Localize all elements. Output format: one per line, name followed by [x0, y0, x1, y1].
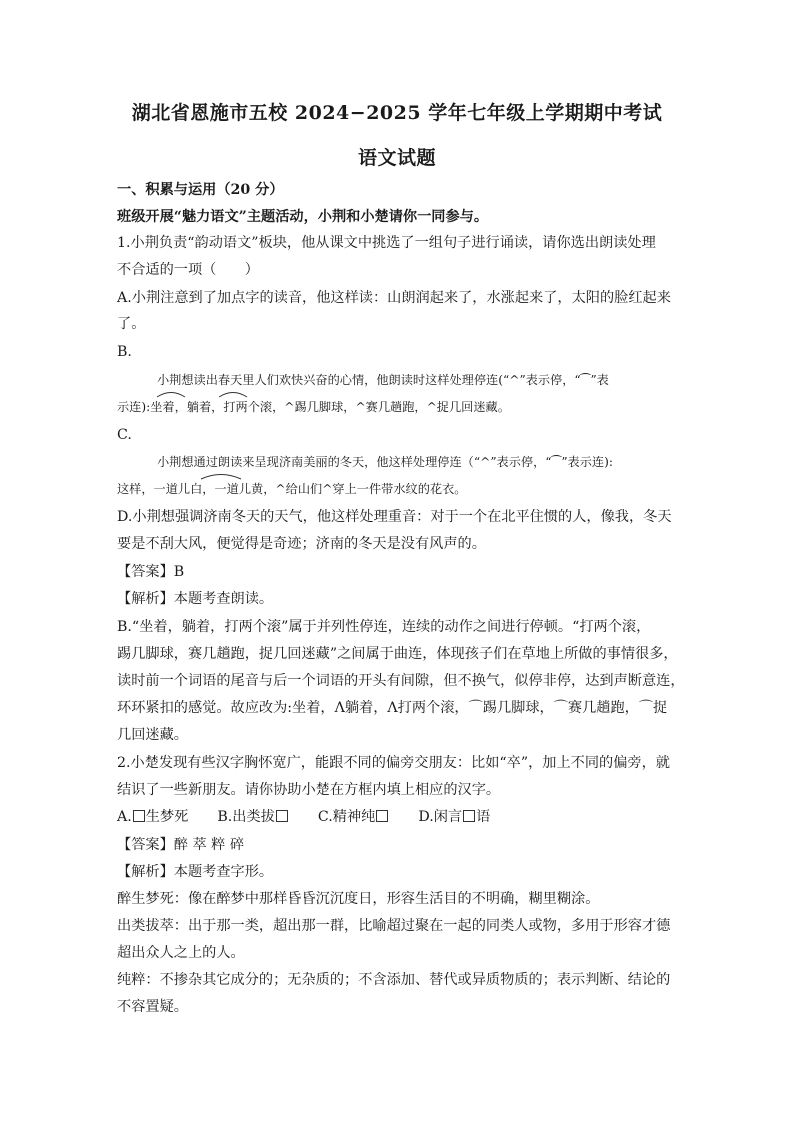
q2-stem-line2: 结识了一些新朋友。请你协助小楚在方框内填上相应的汉字。 — [117, 782, 501, 798]
exam-subtitle: 语文试题 — [357, 147, 436, 169]
section-heading: 一、积累与运用（20 分） — [117, 182, 284, 198]
q1-option-d-line2: 要是不刮大风，便觉得是奇迹；济南的冬天是没有风声的。 — [117, 536, 486, 552]
q1-option-d-line1: D.小荆想强调济南冬天的天气，他这样处理重音：对于一个在北平住惯的人，像我，冬天 — [117, 509, 672, 525]
exam-title: 湖北省恩施市五校 2024−2025 学年七年级上学期期中考试 — [131, 102, 663, 124]
q1-option-c-line2: 这样，一道儿白，一道儿黄，^给山们^穿上一件带水纹的花衣。 — [117, 482, 467, 496]
q2-zui-explanation: 醉生梦死：像在醉梦中那样昏昏沉沉度日，形容生活目的不明确，糊里糊涂。 — [117, 891, 600, 907]
q1-option-b-label: B. — [117, 344, 132, 360]
q1-option-a-line1: A.小荆注意到了加点字的读音，他这样读：山朗润起来了，水涨起来了，太阳的脸红起来 — [117, 290, 671, 306]
q2-option-d-prefix: D.闲言 — [418, 809, 463, 825]
blank-box — [133, 810, 145, 822]
q1-analysis-line2: B.“坐着，躺着，打两个滚”属于并列性停连，连续的动作之间进行停顿。“打两个滚， — [117, 619, 651, 635]
blank-box — [376, 810, 388, 822]
q1-analysis-line3: 踢几脚球，赛几趟跑，捉几回迷藏”之间属于曲连，体现孩子们在草地上所做的事情很多， — [117, 646, 678, 662]
q2-option-a-text: 生梦死 — [145, 809, 189, 825]
q1-analysis-line4: 读时前一个词语的尾音与后一个词语的开头有间隙，但不换气，似停非停，达到声断意连， — [117, 673, 685, 689]
q2-option-c-text: C.精神纯 — [317, 809, 376, 825]
q1-stem-line2: 不合适的一项（ ） — [117, 262, 259, 278]
q2-option-d-suffix: 语 — [476, 809, 491, 825]
q1-answer: 【答案】B — [117, 564, 185, 580]
q1-stem-line1: 1.小荆负责“韵动语文”板块，他从课文中挑选了一组句子进行诵读，请你选出朗读处理 — [117, 235, 656, 251]
q2-chun-explanation-line2: 不容置疑。 — [117, 999, 188, 1015]
q2-answer: 【答案】醉 萃 粹 碎 — [117, 837, 245, 853]
q1-option-c-label: C. — [117, 427, 132, 443]
q1-option-a-line2: 了。 — [117, 316, 146, 332]
blank-box — [276, 810, 288, 822]
q1-analysis-line6: 几回迷藏。 — [117, 727, 188, 743]
q1-option-c-line1: 小荆想通过朗读来呈现济南美丽的冬天，他这样处理停连（“^”表示停，“⁀”表示连): — [157, 455, 613, 469]
section-intro: 班级开展“魅力语文”主题活动，小荆和小楚请你一同参与。 — [117, 209, 489, 225]
q1-option-b-line2: 示连):坐着，躺着，打两个滚，^踢几脚球，^赛几趟跑，^捉几回迷藏。 — [117, 400, 510, 414]
q2-stem-line1: 2.小楚发现有些汉字胸怀宽广，能跟不同的偏旁交朋友：比如“卒”，加上不同的偏旁，就 — [117, 755, 670, 771]
q2-analysis-line1: 【解析】本题考查字形。 — [117, 864, 274, 880]
blank-box — [463, 810, 475, 822]
q1-option-b-line1: 小荆想读出春天里人们欢快兴奋的心情，他朗读时这样处理停连(“^”表示停，“⁀”表 — [157, 373, 609, 387]
q2-option-a-prefix: A. — [117, 809, 132, 825]
q2-option-b-text: B.出类拔 — [217, 809, 275, 825]
q2-cui-explanation-line1: 出类拔萃：出于那一类，超出那一群，比喻超过聚在一起的同类人或物，多用于形容才德 — [117, 918, 671, 934]
q2-cui-explanation-line2: 超出众人之上的人。 — [117, 945, 245, 961]
q2-chun-explanation-line1: 纯粹：不掺杂其它成分的；无杂质的；不含添加、替代或异质物质的；表示判断、结论的 — [117, 972, 671, 988]
q1-analysis-line1: 【解析】本题考查朗读。 — [117, 591, 274, 607]
q1-analysis-line5: 环环紧扣的感觉。故应改为:坐着，Λ躺着，Λ打两个滚，⌒踢几脚球，⌒赛几趟跑，⌒捉 — [117, 700, 668, 716]
q2-options — [117, 807, 677, 827]
